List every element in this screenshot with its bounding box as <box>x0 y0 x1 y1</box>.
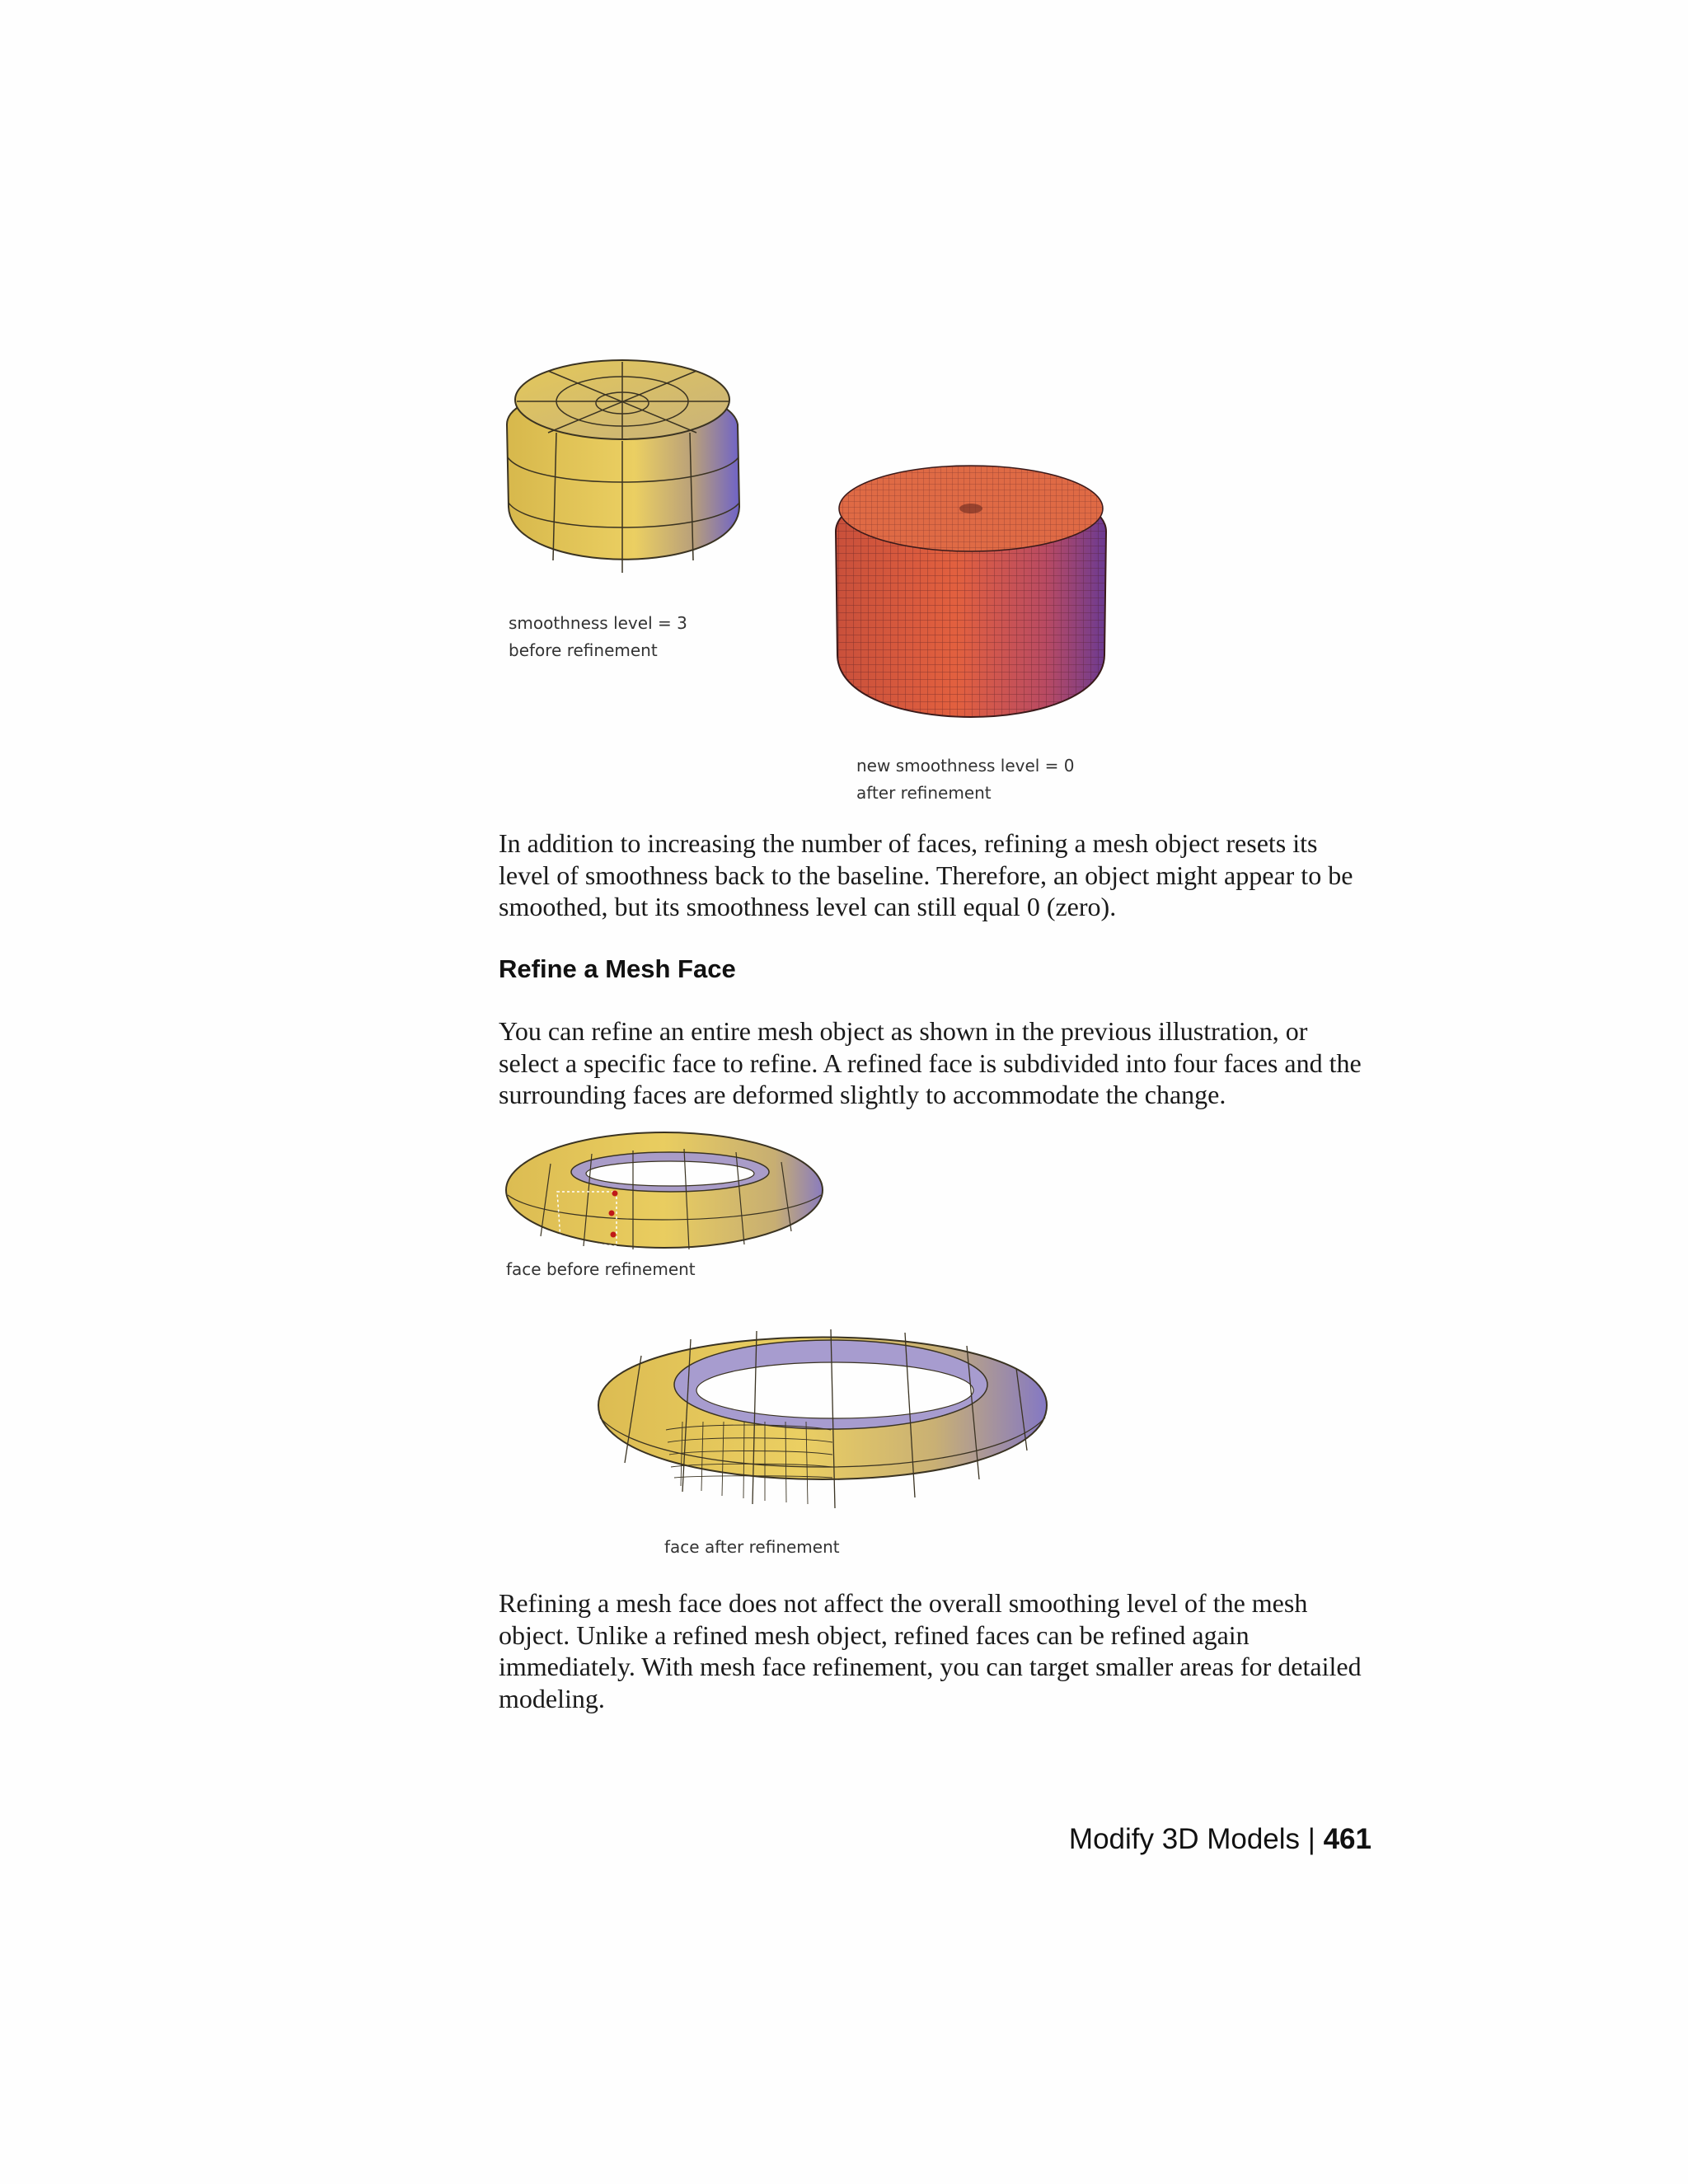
footer-section-title: Modify 3D Models <box>1068 1823 1301 1855</box>
footer-separator: | <box>1307 1823 1315 1855</box>
cylinder-before-caption <box>509 610 687 664</box>
cylinder-after-refinement-image <box>831 449 1111 742</box>
cylinder-before-caption-line2: before refinement <box>509 640 658 660</box>
cylinder-after-caption-line2: after refinement <box>856 783 992 803</box>
grip-marker-icon <box>612 1191 618 1197</box>
page-number: 461 <box>1323 1823 1372 1855</box>
page-footer <box>1069 1823 1372 1856</box>
cylinder-after-caption <box>856 752 1075 807</box>
cylinder-after-caption-line1: new smoothness level = 0 <box>856 756 1075 776</box>
cylinder-before-caption-line1: smoothness level = 3 <box>509 613 687 633</box>
torus-before-caption: face before refinement <box>506 1259 696 1279</box>
torus-before-refinement-image <box>501 1131 827 1254</box>
paragraph-smoothness-reset: In addition to increasing the number of faces, refining a mesh object resets its level of smoothness back to the baseline. Therefore, an object might appear to be smoothed, but its smoothness level can still equal 0 (zero). <box>499 828 1353 921</box>
grip-marker-icon <box>611 1232 617 1238</box>
paragraph-face-refinement-effects: Refining a mesh face does not affect the overall smoothing level of the mesh object. Unlike a refined mesh object, refined faces can be refined again immediately. With mesh face refinement, you can target smaller areas for detailed modeling. <box>499 1588 1362 1713</box>
cylinder-before-refinement-image <box>499 350 746 598</box>
grip-marker-icon <box>609 1211 615 1216</box>
paragraph-refine-face-intro: You can refine an entire mesh object as shown in the previous illustration, or select a specific face to refine. A refined face is subdivided into four faces and the surrounding faces are deformed slightly to accommodate the change. <box>499 1016 1362 1109</box>
torus-after-refinement-image <box>592 1306 1053 1529</box>
section-heading-refine-mesh-face: Refine a Mesh Face <box>499 954 736 983</box>
torus-after-caption: face after refinement <box>664 1537 840 1557</box>
